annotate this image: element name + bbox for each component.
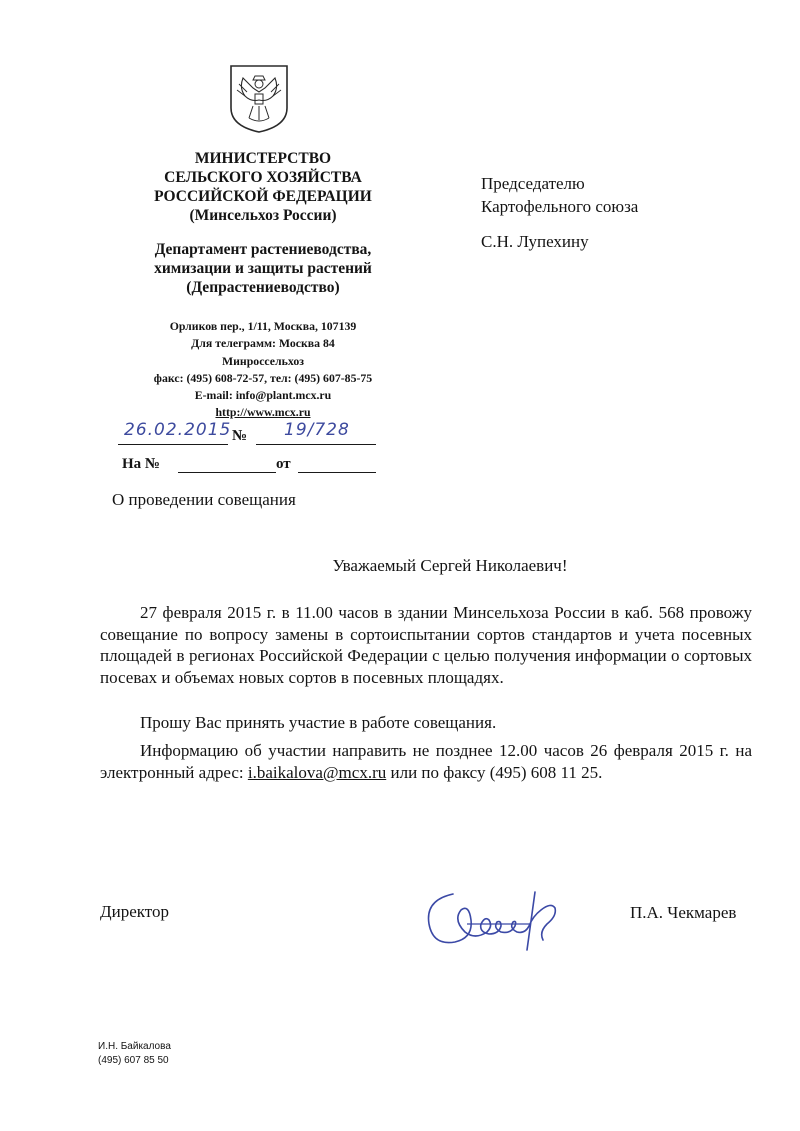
recipient-name: С.Н. Лупехину xyxy=(481,232,589,251)
signatory-name: П.А. Чекмарев xyxy=(630,903,737,922)
website-link[interactable]: http://www.mcx.ru xyxy=(215,405,311,420)
ministry-line: МИНИСТЕРСТВО xyxy=(194,150,332,167)
signatory-title: Директор xyxy=(100,902,169,921)
ministry-header xyxy=(118,149,408,225)
ministry-line: СЕЛЬСКОГО ХОЗЯЙСТВА xyxy=(164,169,362,186)
number-label: № xyxy=(232,428,248,444)
body-paragraph-2 xyxy=(100,712,752,734)
address-block xyxy=(118,318,408,422)
ministry-line: (Минсельхоз России) xyxy=(189,207,337,224)
reply-number-label: На № xyxy=(122,456,160,472)
body-text: 27 февраля 2015 г. в 11.00 часов в здании Минсельхоза России в каб. 568 провожу совещание по вопросу замены в сортоиспытании сортов стандартов и учета посевных площадей в регионах Российской Федерации с целью получения информации о сортовых посевах и объемах новых сортов в посевных площадях. xyxy=(100,603,752,687)
registration-date: 26.02.2015 xyxy=(124,420,232,440)
email-link[interactable]: i.baikalova@mcx.ru xyxy=(247,762,387,782)
number-underline xyxy=(256,444,376,445)
recipient-block xyxy=(481,172,638,253)
body-paragraph-1 xyxy=(100,602,752,688)
address-line: Минроссельхоз xyxy=(222,353,304,368)
address-line: E-mail: info@plant.mcx.ru xyxy=(194,388,332,403)
salutation: Уважаемый Сергей Николаевич! xyxy=(332,556,568,575)
address-line: Орликов пер., 1/11, Москва, 107139 xyxy=(169,319,357,333)
address-line: факс: (495) 608-72-57, тел: (495) 607-85-75 xyxy=(153,370,373,385)
executor-block xyxy=(98,1040,171,1068)
executor-phone: (495) 607 85 50 xyxy=(98,1055,169,1066)
ministry-line: РОССИЙСКОЙ ФЕДЕРАЦИИ xyxy=(154,188,372,205)
date-underline xyxy=(118,444,228,445)
handwritten-signature xyxy=(415,880,575,960)
body-text: или по факсу (495) 608 11 25. xyxy=(386,762,603,782)
registration-number: 19/728 xyxy=(284,420,350,440)
coat-of-arms-emblem xyxy=(227,62,291,134)
department-line: химизации и защиты растений xyxy=(154,260,372,277)
reply-number-underline xyxy=(178,472,276,473)
letter-subject: О проведении совещания xyxy=(112,490,296,509)
body-paragraph-3 xyxy=(100,740,752,783)
body-text: Информацию об участии направить не позднее 12.00 часов 26 февраля 2015 г. на электронный адрес: xyxy=(100,741,752,782)
address-line: Для телеграмм: Москва 84 xyxy=(191,336,335,351)
department-line: Департамент растениеводства, xyxy=(154,241,372,258)
executor-name: И.Н. Байкалова xyxy=(98,1041,171,1052)
body-text: Прошу Вас принять участие в работе совещания. xyxy=(140,713,497,732)
department-header xyxy=(118,240,408,297)
reply-from-underline xyxy=(298,472,376,473)
reply-from-label: от xyxy=(276,456,291,472)
recipient-position: Председателю xyxy=(481,174,585,193)
department-line: (Депрастениеводство) xyxy=(186,279,340,296)
recipient-position: Картофельного союза xyxy=(481,197,639,216)
